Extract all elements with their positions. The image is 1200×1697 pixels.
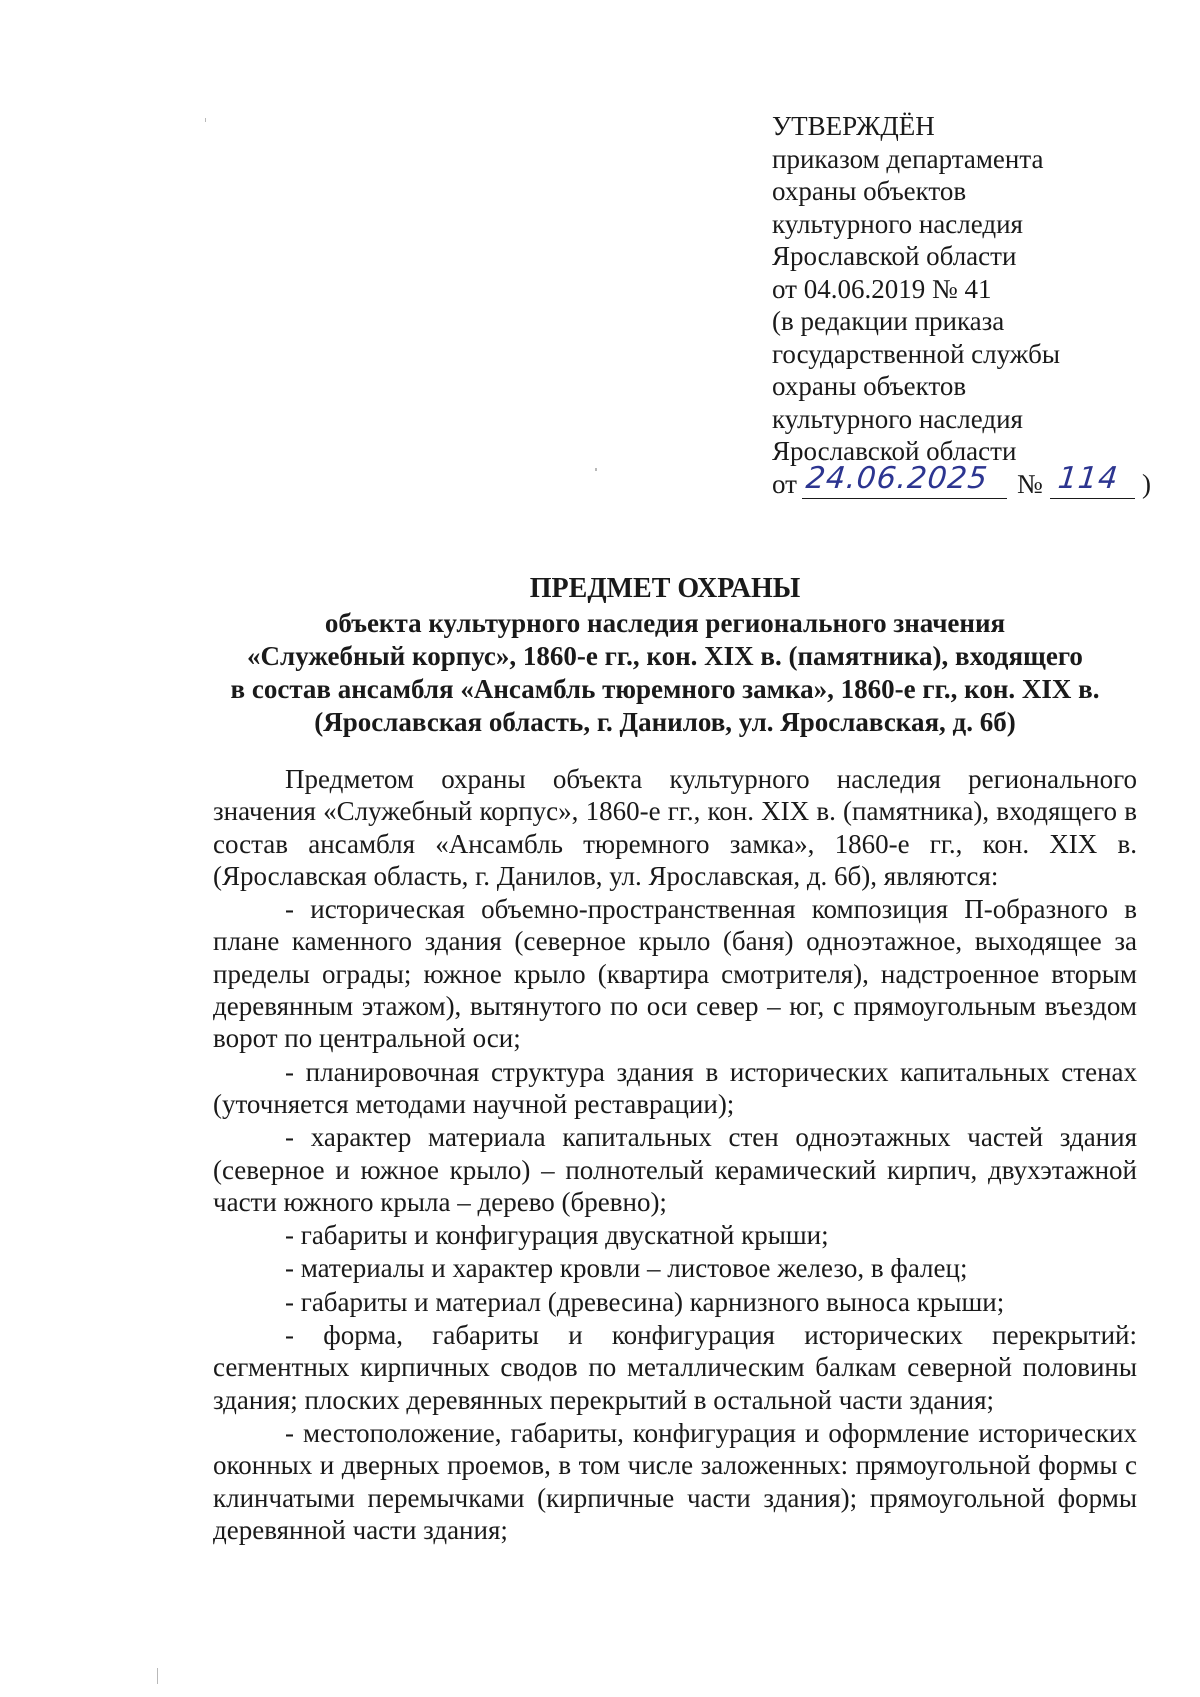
body-paragraph: - материалы и характер кровли – листовое железо, в фалец; — [285, 1253, 968, 1284]
document-heading — [200, 572, 1130, 739]
approval-line: Ярославской области — [772, 436, 1017, 466]
approval-line: охраны объектов — [772, 176, 967, 206]
closing-paren: ) — [1142, 468, 1151, 499]
approval-line: охраны объектов — [772, 371, 967, 401]
body-paragraph: - планировочная структура здания в исторических капитальных стенах (уточняется методами научной реставрации); — [213, 1056, 1137, 1119]
scan-mark — [157, 1668, 158, 1684]
approval-date-row — [772, 461, 1172, 502]
heading-line: объекта культурного наследия регионального значения — [324, 608, 1006, 638]
number-blank — [1050, 461, 1135, 499]
body-paragraph: - габариты и материал (древесина) карнизного выноса крыши; — [285, 1286, 1005, 1317]
date-prefix: от — [772, 468, 797, 499]
scan-mark — [595, 468, 597, 471]
document-title: ПРЕДМЕТ ОХРАНЫ — [529, 573, 801, 604]
heading-line: (Ярославская область, г. Данилов, ул. Ярославская, д. 6б) — [314, 707, 1016, 737]
heading-line: «Служебный корпус», 1860-е гг., кон. XIX в. (памятника), входящего — [247, 641, 1083, 671]
approval-line: культурного наследия — [772, 208, 1023, 239]
approval-block — [772, 110, 1172, 502]
scan-mark — [205, 118, 206, 122]
body-paragraph: - габариты и конфигурация двускатной крыши; — [285, 1220, 829, 1251]
approval-line: УТВЕРЖДЁН — [772, 111, 935, 141]
approval-line: от 04.06.2019 № 41 — [772, 273, 992, 304]
body-paragraph: - форма, габариты и конфигурация исторических перекрытий: сегментных кирпичных сводов по металлическим балкам северной половины здания; плоских деревянных перекрытий в остальной части здания; — [213, 1320, 1137, 1415]
heading-line: в состав ансамбля «Ансамбль тюремного замка», 1860-е гг., кон. XIX в. — [230, 674, 1100, 704]
body-paragraph: - историческая объемно-пространственная композиция П-образного в плане каменного здания (северное крыло (баня) одноэтажное, выходящее за пределы ограды; южное крыло (квартира смотрителя), надстроенное вторым деревянным этажом), вытянутого по оси север – юг, с прямоугольным въездом ворот по центральной оси; — [213, 894, 1137, 1054]
handwritten-number: 114 — [1056, 461, 1121, 496]
approval-line: приказом департамента — [772, 143, 1044, 174]
date-blank — [802, 461, 1007, 499]
approval-line: (в редакции приказа — [772, 306, 1005, 336]
body-paragraph: - характер материала капитальных стен одноэтажных частей здания (северное и южное крыло) – полнотелый керамический кирпич, двухэтажной части южного крыла – дерево (бревно); — [213, 1122, 1137, 1217]
body-paragraph: - местоположение, габариты, конфигурация и оформление исторических оконных и дверных проемов, в том числе заложенных: прямоугольной формы с клинчатыми перемычками (кирпичные части здания); прямоугольной формы деревянной части здания; — [213, 1417, 1137, 1545]
handwritten-date: 24.06.2025 — [804, 461, 990, 496]
document-body — [213, 763, 1137, 1546]
number-prefix: № — [1017, 468, 1043, 499]
approval-line: государственной службы — [772, 338, 1060, 369]
approval-line: культурного наследия — [772, 403, 1023, 434]
approval-line: Ярославской области — [772, 241, 1017, 271]
body-paragraph: Предметом охраны объекта культурного наследия регионального значения «Служебный корпус», 1860-е гг., кон. XIX в. (памятника), входящего в состав ансамбля «Ансамбль тюремного замка», 1860-е гг., кон. XIX в. (Ярославская область, г. Данилов, ул. Ярославская, д. 6б), являются: — [213, 764, 1137, 891]
